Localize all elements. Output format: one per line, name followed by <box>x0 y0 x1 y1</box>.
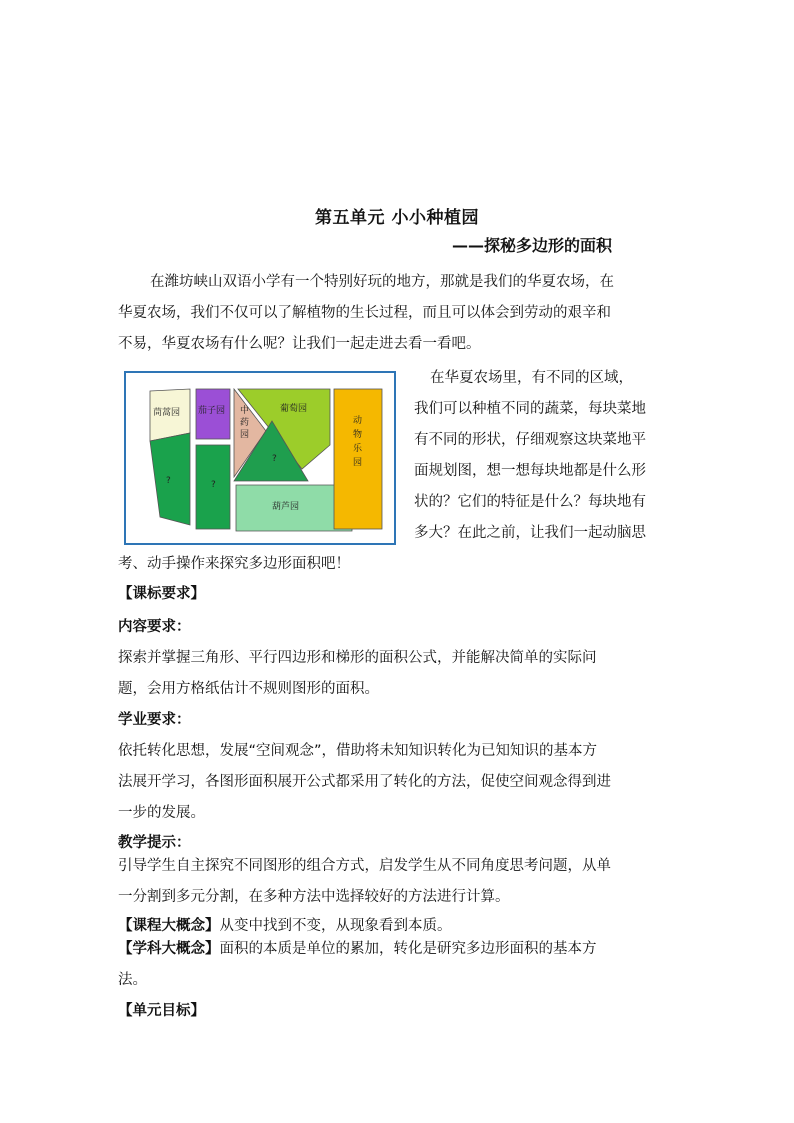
kecheng-text: 从变中找到不变，从现象看到本质。 <box>219 918 452 934</box>
side-line-6: 多大？在此之前，让我们一起动脑思 <box>414 525 646 541</box>
danyuan-heading: 【单元目标】 <box>118 1003 205 1019</box>
side-line-2: 我们可以种植不同的蔬菜，每块菜地 <box>414 401 646 417</box>
neirong-heading: 内容要求： <box>118 619 191 635</box>
label-qiezi: 茄子园 <box>198 406 226 416</box>
xueye-line-1: 依托转化思想，发展“空间观念”，借助将未知知识转化为已知知识的基本方 <box>118 743 598 759</box>
jiaoxue-heading: 教学提示： <box>118 835 191 851</box>
xueke-text: 面积的本质是单位的累加，转化是研究多边形面积的基本方 <box>219 941 597 957</box>
label-tonghao: 茼蒿园 <box>153 408 181 418</box>
label-putao: 葡萄园 <box>280 404 308 414</box>
side-line-3: 有不同的形状，仔细观察这块菜地平 <box>414 432 646 448</box>
page-title: 第五单元 小小种植园 <box>315 208 479 228</box>
side-line-4: 面规划图，想一想每块地都是什么形 <box>414 463 646 479</box>
xueke-line-2: 法。 <box>118 972 147 988</box>
label-zhongyao-1: 中 <box>240 406 250 416</box>
side-line-5: 状的？它们的特征是什么？每块地有 <box>414 494 646 510</box>
label-question-1: ? <box>166 476 171 486</box>
intro-line-3: 不易，华夏农场有什么呢？让我们一起走进去看一看吧。 <box>118 336 481 352</box>
label-dongwu-4: 园 <box>353 458 363 468</box>
farm-map-figure <box>124 371 396 545</box>
label-zhongyao-2: 药 <box>240 418 250 428</box>
label-hulu: 葫芦园 <box>272 502 300 512</box>
label-dongwu-2: 物 <box>353 430 363 440</box>
xueke-heading: 【学科大概念】 <box>118 941 220 957</box>
jiaoxue-line-1: 引导学生自主探究不同图形的组合方式，启发学生从不同角度思考问题，从单 <box>118 858 611 874</box>
side-line-7: 考、动手操作来探究多边形面积吧！ <box>118 556 350 572</box>
jiaoxue-line-2: 一分割到多元分割，在多种方法中选择较好的方法进行计算。 <box>118 889 510 905</box>
label-question-2: ? <box>211 480 216 490</box>
xueye-line-3: 一步的发展。 <box>118 805 205 821</box>
label-zhongyao-3: 园 <box>240 430 250 440</box>
neirong-line-2: 题，会用方格纸估计不规则图形的面积。 <box>118 681 379 697</box>
intro-line-1: 在潍坊峡山双语小学有一个特别好玩的地方，那就是我们的华夏农场，在 <box>150 274 614 290</box>
neirong-line-1: 探索并掌握三角形、平行四边形和梯形的面积公式，并能解决简单的实际问 <box>118 650 597 666</box>
page-subtitle: ——探秘多边形的面积 <box>452 236 613 255</box>
kebiao-heading: 【课标要求】 <box>118 586 205 602</box>
label-question-3: ? <box>272 454 277 464</box>
xueye-heading: 学业要求： <box>118 712 191 728</box>
label-dongwu-3: 乐 <box>353 444 363 454</box>
xueke-line <box>118 934 597 965</box>
kecheng-heading: 【课程大概念】 <box>118 918 220 934</box>
farm-map-svg <box>126 373 394 543</box>
label-dongwu-1: 动 <box>353 416 363 426</box>
side-line-1: 在华夏农场里，有不同的区域， <box>430 370 633 386</box>
intro-line-2: 华夏农场，我们不仅可以了解植物的生长过程，而且可以体会到劳动的艰辛和 <box>118 305 611 321</box>
xueye-line-2: 法展开学习，各图形面积展开公式都采用了转化的方法，促使空间观念得到进 <box>118 774 611 790</box>
